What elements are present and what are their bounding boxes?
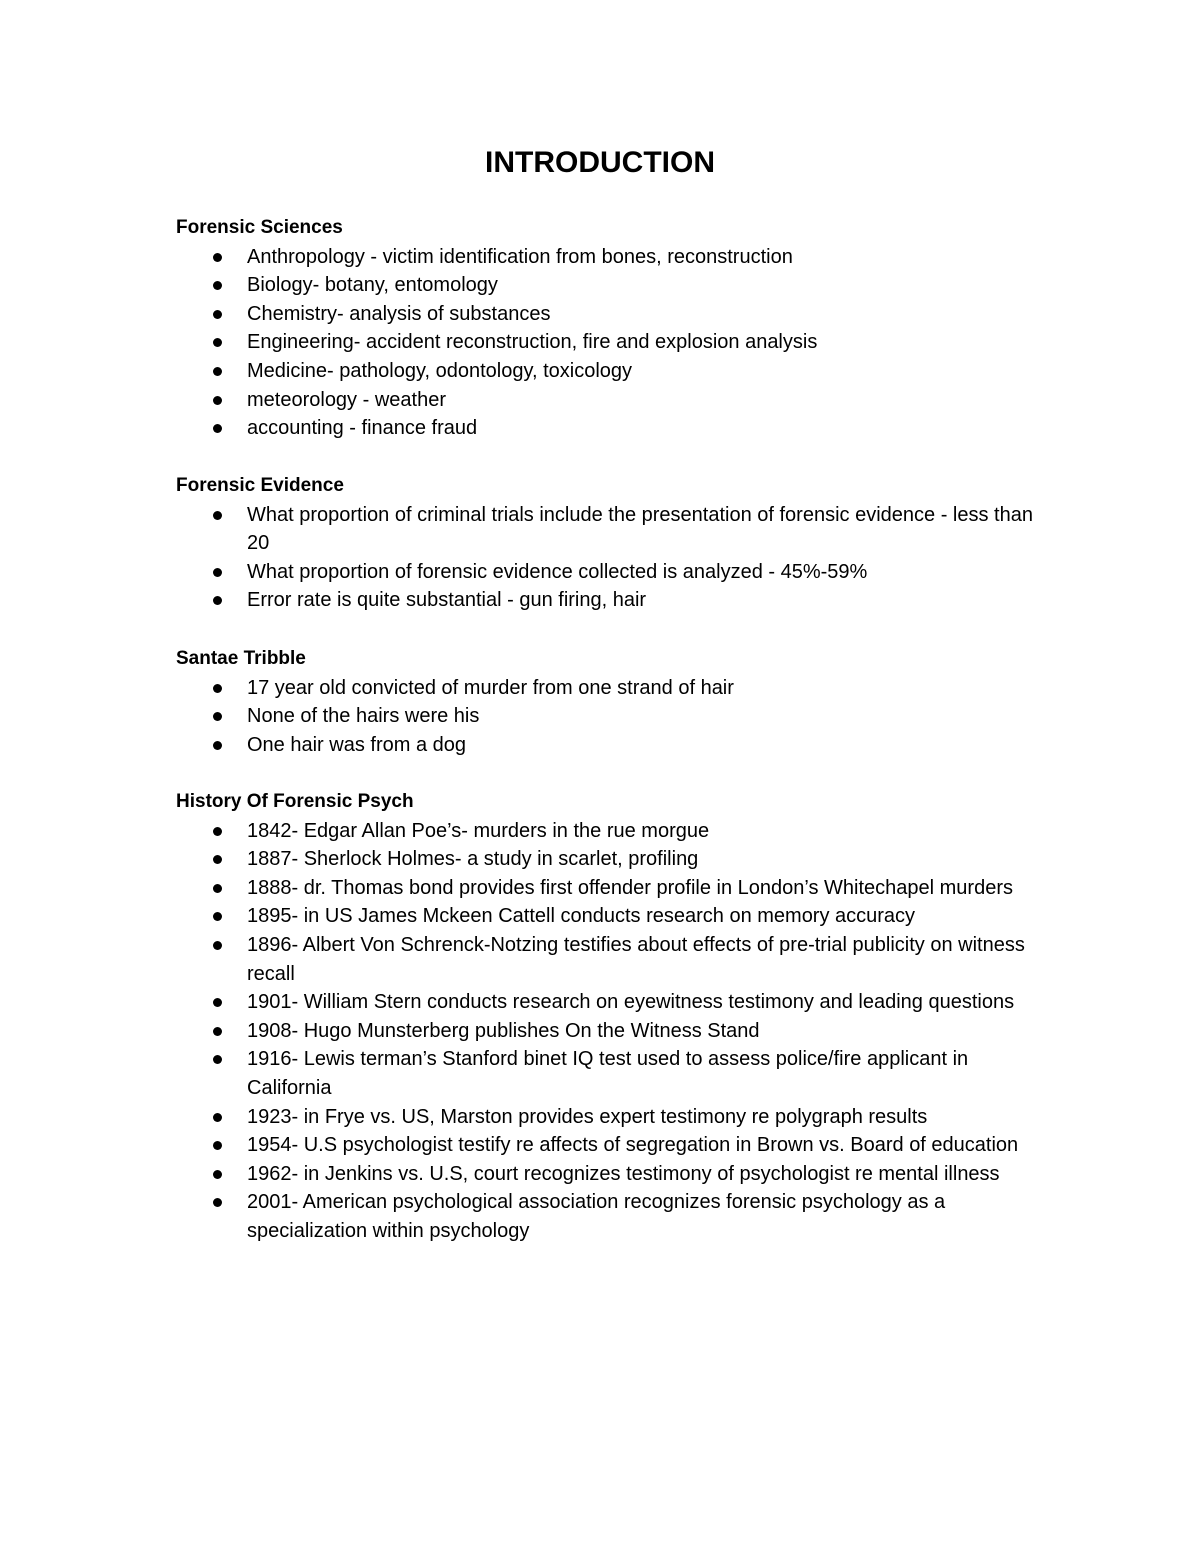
bullet-icon bbox=[213, 1198, 222, 1207]
list-item: 1901- William Stern conducts research on eyewitness testimony and leading questions bbox=[176, 988, 1036, 1017]
bullet-list bbox=[176, 501, 1036, 615]
list-item: Error rate is quite substantial - gun firing, hair bbox=[176, 586, 1036, 615]
bullet-icon bbox=[213, 568, 222, 577]
bullet-icon bbox=[213, 367, 222, 376]
section-heading: Santae Tribble bbox=[176, 648, 306, 669]
list-item: None of the hairs were his bbox=[176, 702, 1036, 731]
section-heading: History Of Forensic Psych bbox=[176, 791, 414, 812]
bullet-icon bbox=[213, 310, 222, 319]
bullet-icon bbox=[213, 338, 222, 347]
section-forensic-evidence bbox=[176, 472, 1036, 615]
list-item: Biology- botany, entomology bbox=[176, 271, 1036, 300]
list-item: What proportion of criminal trials include the presentation of forensic evidence - less than 20 bbox=[176, 501, 1036, 558]
section-history-forensic-psych bbox=[176, 788, 1036, 1246]
bullet-list bbox=[176, 817, 1036, 1246]
bullet-icon bbox=[213, 855, 222, 864]
list-item: accounting - finance fraud bbox=[176, 414, 1036, 443]
page-title: INTRODUCTION bbox=[485, 146, 715, 179]
list-item: 1962- in Jenkins vs. U.S, court recognizes testimony of psychologist re mental illness bbox=[176, 1160, 1036, 1189]
list-item: 1887- Sherlock Holmes- a study in scarlet, profiling bbox=[176, 845, 1036, 874]
list-item: Chemistry- analysis of substances bbox=[176, 300, 1036, 329]
list-item: Anthropology - victim identification from bones, reconstruction bbox=[176, 243, 1036, 272]
list-item: 1842- Edgar Allan Poe’s- murders in the rue morgue bbox=[176, 817, 1036, 846]
bullet-icon bbox=[213, 253, 222, 262]
list-item: 1896- Albert Von Schrenck-Notzing testifies about effects of pre-trial publicity on witness recall bbox=[176, 931, 1036, 988]
bullet-icon bbox=[213, 424, 222, 433]
section-santae-tribble bbox=[176, 645, 1036, 759]
list-item: 17 year old convicted of murder from one strand of hair bbox=[176, 674, 1036, 703]
bullet-icon bbox=[213, 1027, 222, 1036]
bullet-icon bbox=[213, 912, 222, 921]
list-item: meteorology - weather bbox=[176, 386, 1036, 415]
bullet-icon bbox=[213, 827, 222, 836]
bullet-icon bbox=[213, 941, 222, 950]
bullet-icon bbox=[213, 1141, 222, 1150]
list-item: One hair was from a dog bbox=[176, 731, 1036, 760]
bullet-icon bbox=[213, 712, 222, 721]
list-item: Medicine- pathology, odontology, toxicology bbox=[176, 357, 1036, 386]
list-item: What proportion of forensic evidence collected is analyzed - 45%-59% bbox=[176, 558, 1036, 587]
bullet-icon bbox=[213, 1055, 222, 1064]
list-item: 1954- U.S psychologist testify re affects of segregation in Brown vs. Board of education bbox=[176, 1131, 1036, 1160]
bullet-icon bbox=[213, 1113, 222, 1122]
bullet-icon bbox=[213, 596, 222, 605]
bullet-list bbox=[176, 243, 1036, 443]
list-item: 2001- American psychological association recognizes forensic psychology as a specialization within psychology bbox=[176, 1188, 1036, 1245]
bullet-icon bbox=[213, 741, 222, 750]
list-item: 1888- dr. Thomas bond provides first offender profile in London’s Whitechapel murders bbox=[176, 874, 1036, 903]
section-heading: Forensic Evidence bbox=[176, 475, 344, 496]
bullet-icon bbox=[213, 281, 222, 290]
list-item: 1923- in Frye vs. US, Marston provides expert testimony re polygraph results bbox=[176, 1103, 1036, 1132]
bullet-icon bbox=[213, 998, 222, 1007]
bullet-list bbox=[176, 674, 1036, 760]
bullet-icon bbox=[213, 396, 222, 405]
bullet-icon bbox=[213, 684, 222, 693]
list-item: 1908- Hugo Munsterberg publishes On the Witness Stand bbox=[176, 1017, 1036, 1046]
list-item: Engineering- accident reconstruction, fire and explosion analysis bbox=[176, 328, 1036, 357]
bullet-icon bbox=[213, 1170, 222, 1179]
section-heading: Forensic Sciences bbox=[176, 217, 343, 238]
bullet-icon bbox=[213, 511, 222, 520]
bullet-icon bbox=[213, 884, 222, 893]
section-forensic-sciences bbox=[176, 214, 1036, 443]
list-item: 1895- in US James Mckeen Cattell conducts research on memory accuracy bbox=[176, 902, 1036, 931]
list-item: 1916- Lewis terman’s Stanford binet IQ test used to assess police/fire applicant in California bbox=[176, 1045, 1036, 1102]
